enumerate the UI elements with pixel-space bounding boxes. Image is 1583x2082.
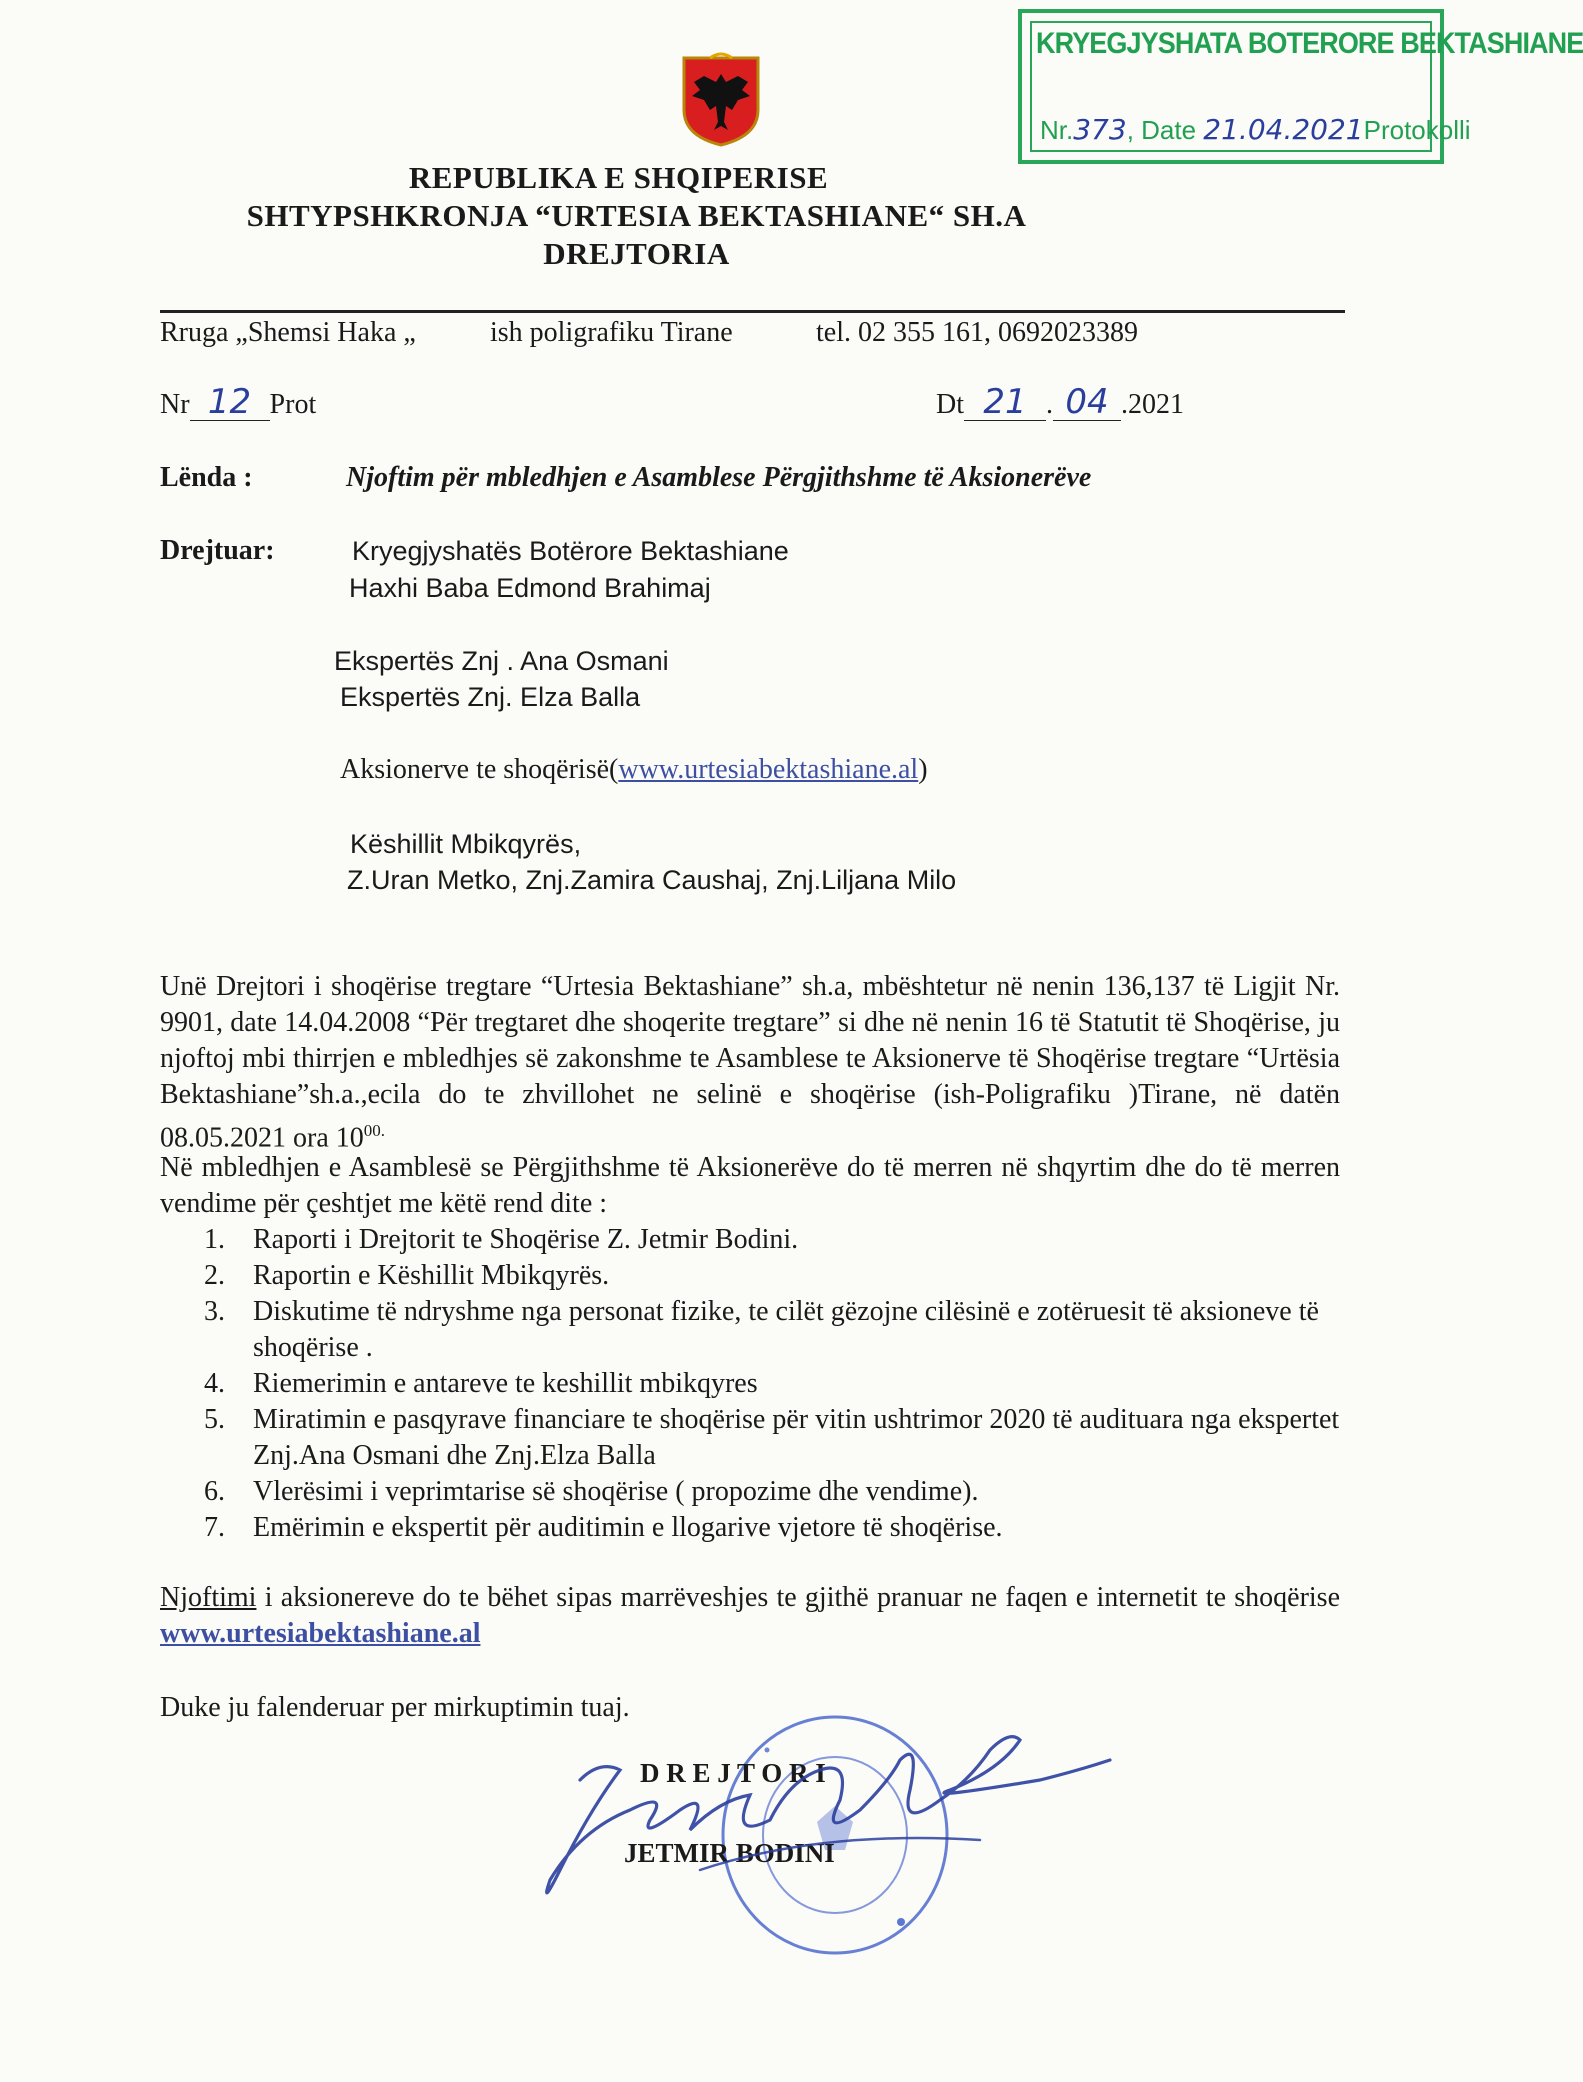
agenda-item-text: Diskutime të ndryshme nga personat fizike, te cilët gëzojne cilësinë e zotëruesit të aksioneve të shoqërise . bbox=[253, 1296, 1319, 1363]
address-street: Rruga „Shemsi Haka „ bbox=[160, 317, 416, 348]
recipient-shareholders: Aksionerve te shoqërisë(www.urtesiabektashiane.al) bbox=[340, 754, 928, 785]
shareholders-website-link[interactable]: www.urtesiabektashiane.al bbox=[618, 754, 919, 785]
registry-stamp bbox=[1018, 9, 1583, 164]
agenda-list bbox=[160, 1222, 1340, 1546]
agenda-item-text: Emërimin e ekspertit për auditimin e llogarive vjetore të shoqërise. bbox=[253, 1512, 1003, 1543]
agenda-item-number: 1. bbox=[204, 1224, 225, 1255]
header-divider bbox=[160, 310, 1345, 313]
recipient-board-line1: Këshillit Mbikqyrës, bbox=[350, 829, 582, 859]
header-company: SHTYPSHKRONJA “URTESIA BEKTASHIANE“ SH.A bbox=[246, 198, 1027, 233]
recipient-bektashi-line1: Kryegjyshatës Botërore Bektashiane bbox=[352, 536, 789, 566]
agenda-item-number: 4. bbox=[204, 1368, 225, 1399]
prot-label: Prot bbox=[269, 389, 317, 420]
recipient-bektashi-line2: Haxhi Baba Edmond Brahimaj bbox=[349, 573, 711, 603]
address-place: ish poligrafiku Tirane bbox=[490, 317, 733, 348]
agenda-item-number: 7. bbox=[204, 1512, 225, 1543]
agenda-item-text: Raporti i Drejtorit te Shoqërise Z. Jetmir Bodini. bbox=[253, 1224, 799, 1255]
stamp-title: KRYEGJYSHATA BOTERORE BEKTASHIANE bbox=[1036, 27, 1583, 60]
signature-title: D R E J T O R I bbox=[640, 1758, 826, 1788]
header-republic: REPUBLIKA E SHQIPERISE bbox=[408, 160, 829, 195]
agenda-item-text: Vlerësimi i veprimtarise së shoqërise ( propozime dhe vendime). bbox=[253, 1476, 979, 1507]
recipient-board-line2: Z.Uran Metko, Znj.Zamira Caushaj, Znj.Liljana Milo bbox=[347, 865, 957, 895]
handwritten-signature bbox=[520, 1720, 1140, 1920]
agenda-item bbox=[160, 1402, 1340, 1474]
agenda-item-number: 6. bbox=[204, 1476, 225, 1507]
stamp-details: Nr.373, Date 21.04.2021Protokolli bbox=[1040, 113, 1471, 146]
agenda-item bbox=[160, 1510, 1340, 1546]
address-telephone: tel. 02 355 161, 0692023389 bbox=[816, 317, 1138, 348]
reference-date: Dt 21 . 04 .2021 bbox=[936, 382, 1184, 422]
nr-label: Nr bbox=[160, 389, 190, 420]
stamp-nr-label: Nr. bbox=[1040, 115, 1074, 145]
agenda-item-number: 2. bbox=[204, 1260, 225, 1291]
nr-value: 12 bbox=[190, 384, 270, 421]
recipient-expert-2: Ekspertës Znj. Elza Balla bbox=[340, 682, 641, 712]
date-day: 21 bbox=[964, 384, 1046, 421]
company-website-link[interactable]: www.urtesiabektashiane.al bbox=[160, 1618, 481, 1649]
agenda-item-number: 5. bbox=[204, 1404, 225, 1435]
notice-paragraph: Unë Drejtori i shoqërise tregtare “Urtesia Bektashiane” sh.a, mbështetur në nenin 136,137 të Ligjit Nr. 9901, date 14.04.2008 “Për tregtaret dhe shoqerite tregtare” si dhe në nenin 16 të Statutit të Shoqërise, ju njoftoj mbi thirrjen e mbledhjes së zakonshme te Asamblese te Aksionerve të Shoqërise tregtare “Urtësia Bektashiane”sh.a.,ecila do te zhvillohet ne selinë e shoqërise (ish-Poligrafiku )Tirane, në datën 08.05.2021 ora $10^{00.}$ bbox=[160, 971, 1340, 1154]
agenda-item bbox=[160, 1474, 1340, 1510]
signature-name: JETMIR BODINI bbox=[624, 1838, 835, 1868]
agenda-item-text: Raportin e Këshillit Mbikqyrës. bbox=[253, 1260, 610, 1291]
closing-line: Duke ju falenderuar per mirkuptimin tuaj. bbox=[160, 1692, 630, 1723]
agenda-item bbox=[160, 1222, 1340, 1258]
agenda-item-text: Riemerimin e antareve te keshillit mbikqyres bbox=[253, 1368, 758, 1399]
agenda-item-text: Miratimin e pasqyrave financiare te shoqërise për vitin ushtrimor 2020 të audituara nga ekspertet Znj.Ana Osmani dhe Znj.Elza Balla bbox=[253, 1404, 1340, 1471]
albanian-emblem-icon bbox=[680, 52, 762, 147]
agenda-intro: Në mbledhjen e Asamblesë se Përgjithshme të Aksionerëve do të merren në shqyrtim dhe do të merren vendime për çeshtjet me këtë rend dite : bbox=[160, 1152, 1340, 1219]
stamp-protocol-label: Protokolli bbox=[1363, 115, 1471, 145]
date-month: 04 bbox=[1053, 384, 1121, 421]
stamp-date-label: Date bbox=[1141, 115, 1197, 145]
stamp-date-value: 21.04.2021 bbox=[1203, 113, 1364, 146]
dt-label: Dt bbox=[936, 389, 964, 420]
stamp-nr-value: 373 bbox=[1073, 113, 1127, 146]
subject-text: Njoftim për mbledhjen e Asamblese Përgjithshme të Aksionerëve bbox=[346, 462, 1092, 493]
agenda-item bbox=[160, 1258, 1340, 1294]
agenda-item bbox=[160, 1294, 1340, 1366]
recipients-label: Drejtuar: bbox=[160, 535, 275, 566]
publication-notice: Njoftimi i aksionereve do te bëhet sipas marrëveshjes te gjithë pranuar ne faqen e internetit te shoqërise www.urtesiabektashiane.al bbox=[160, 1582, 1340, 1649]
agenda-item-number: 3. bbox=[204, 1296, 225, 1327]
agenda-item bbox=[160, 1366, 1340, 1402]
recipient-expert-1: Ekspertës Znj . Ana Osmani bbox=[334, 646, 669, 676]
reference-number bbox=[160, 384, 316, 423]
date-year: .2021 bbox=[1121, 389, 1184, 420]
header-directorate: DREJTORIA bbox=[543, 236, 730, 271]
subject-label: Lënda : bbox=[160, 462, 253, 493]
